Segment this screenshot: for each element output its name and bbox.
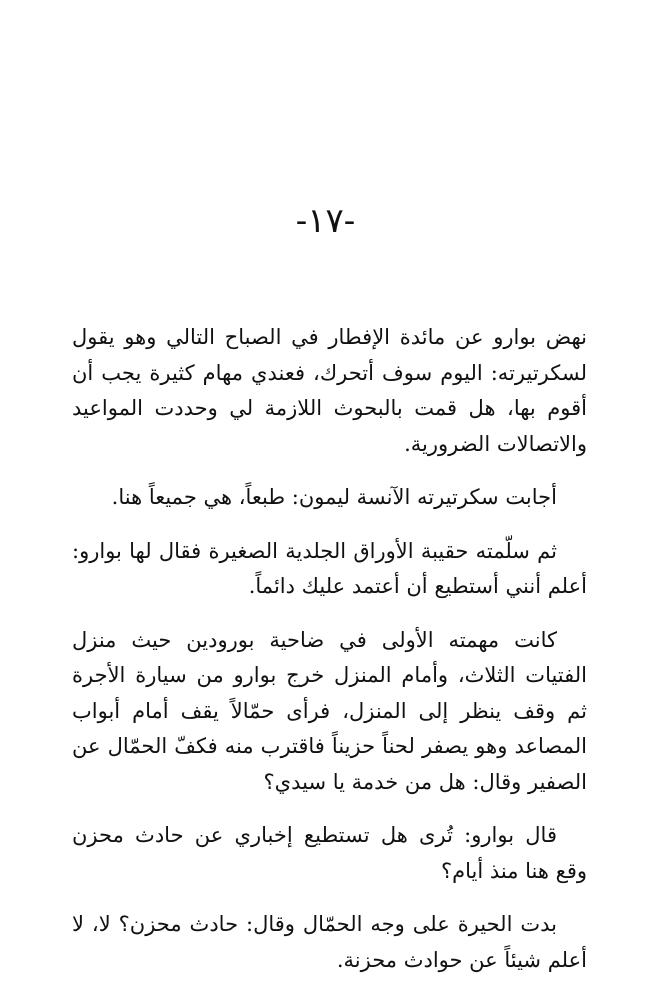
chapter-body [72, 320, 587, 996]
paragraph: نهض بوارو عن مائدة الإفطار في الصباح التالي وهو يقول لسكرتيرته: اليوم سوف أتحرك، فعندي مهام كثيرة يجب أن أقوم بها، هل قمت بالبحوث اللازمة لي وحددت المواعيد والاتصالات الضرورية. [72, 325, 587, 456]
paragraph: ثم سلّمته حقيبة الأوراق الجلدية الصغيرة فقال لها بوارو: أعلم أنني أستطيع أن أعتمد عليك دائماً. [72, 538, 587, 598]
paragraph: بدت الحيرة على وجه الحمّال وقال: حادث محزن؟ لا، لا أعلم شيئاً عن حوادث محزنة. [72, 912, 587, 972]
paragraph: كانت مهمته الأولى في ضاحية بورودين حيث منزل الفتيات الثلاث، وأمام المنزل خرج بوارو من سيارة الأجرة ثم وقف ينظر إلى المنزل، فرأى حمّالاً يقف أمام أبواب المصاعد وهو يصفر لحناً حزيناً فاقترب منه فكفّ الحمّال عن الصفير وقال: هل من خدمة يا سيدي؟ [72, 627, 587, 794]
chapter-number: -١٧- [295, 201, 356, 241]
paragraph: أجابت سكرتيرته الآنسة ليمون: طبعاً، هي جميعاً هنا. [111, 485, 557, 509]
paragraph: قال بوارو: تُرى هل تستطيع إخباري عن حادث محزن وقع هنا منذ أيام؟ [72, 823, 587, 883]
